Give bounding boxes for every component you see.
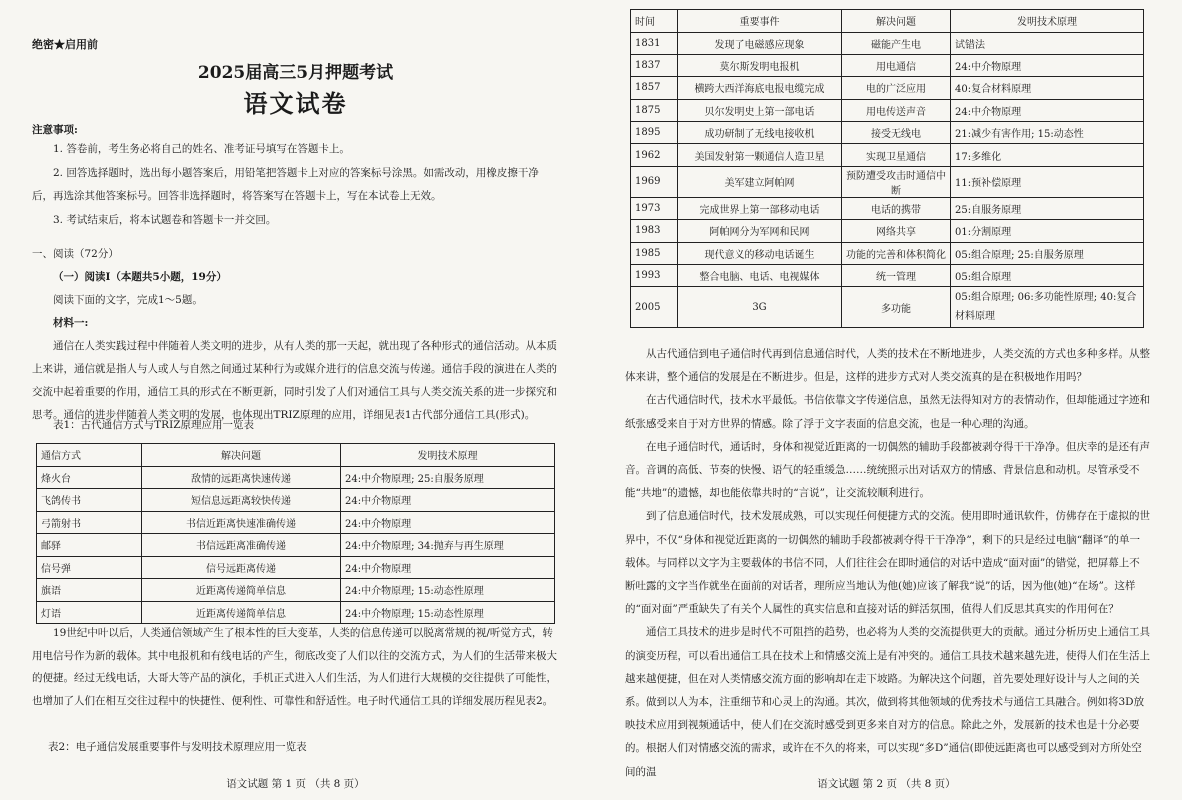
page-footer: 语文试题 第 2 页 （共 8 页） — [817, 778, 956, 790]
table-cell: 24:中介物原理; 25:自服务原理 — [341, 466, 555, 489]
table-cell: 1875 — [631, 99, 678, 121]
table-cell: 发现了电磁感应现象 — [678, 32, 842, 54]
table-cell: 25:自服务原理 — [951, 197, 1144, 219]
table-cell: 24:中介物原理; 15:动态性原理 — [341, 601, 555, 624]
section-title: 一、阅读（72分） — [32, 248, 119, 260]
table1-caption: 表1：古代通信方式与TRIZ原理应用一览表 — [53, 419, 255, 431]
table-cell: 贝尔发明史上第一部电话 — [678, 99, 842, 121]
table-cell: 书信近距离快速准确传递 — [142, 511, 341, 534]
table-cell: 网络共享 — [842, 220, 951, 242]
table-cell: 现代意义的移动电话诞生 — [678, 242, 842, 264]
table-cell: 1983 — [631, 220, 678, 242]
table-cell: 弓箭射书 — [37, 511, 142, 534]
table-cell: 1969 — [631, 166, 678, 197]
table-row — [37, 511, 555, 534]
table-header-cell: 通信方式 — [37, 444, 142, 467]
table-cell: 实现卫星通信 — [842, 144, 951, 166]
table-row — [631, 220, 1144, 242]
table-cell: 信号远距离传递 — [142, 556, 341, 579]
table-header-row — [631, 10, 1144, 33]
table-cell: 旗语 — [37, 579, 142, 602]
table-row — [631, 32, 1144, 54]
paragraph: 在电子通信时代，通话时，身体和视觉近距离的一切偶然的辅助手段都被剥夺得干干净净。但庆幸的是还有声音。音调的高低、节奏的快慢、语气的轻重缓急……统统照示出对话双方的情感、背景信息和动机。尽管承受不能“共地”的遗憾，却也能依靠共时的“言说”，让交流较顺利进行。 — [625, 440, 1150, 500]
table-row — [631, 122, 1144, 144]
table-cell: 24:中介物原理 — [951, 99, 1144, 121]
table-row — [631, 197, 1144, 219]
table-cell: 试错法 — [951, 32, 1144, 54]
notes-title: 注意事项: — [32, 124, 78, 136]
table-cell: 接受无线电 — [842, 122, 951, 144]
table-cell: 17:多维化 — [951, 144, 1144, 166]
table-row — [631, 144, 1144, 166]
table-cell: 24:中介物原理; 34:抛弃与再生原理 — [341, 534, 555, 557]
page2-body — [625, 343, 1150, 784]
table-cell: 近距离传递简单信息 — [142, 601, 341, 624]
subsection-title: （一）阅读Ⅰ（本题共5小题，19分） — [53, 271, 227, 283]
table-cell: 24:中介物原理 — [341, 489, 555, 512]
table-cell: 烽火台 — [37, 466, 142, 489]
paragraph: 在古代通信时代，技术水平最低。书信依靠文字传递信息，虽然无法得知对方的表情动作，但却能通过字迹和纸张感受来自于对方世界的情感。除了浮于文字表面的信息交流，也是一种心理的沟通。 — [625, 394, 1150, 430]
table-row — [631, 54, 1144, 76]
table-cell: 电话的携带 — [842, 197, 951, 219]
table-cell: 1831 — [631, 32, 678, 54]
page-footer: 语文试题 第 1 页 （共 8 页） — [226, 778, 365, 790]
table-cell: 美军建立阿帕网 — [678, 166, 842, 197]
table-row — [631, 99, 1144, 121]
table-row — [37, 534, 555, 557]
table-cell: 飞鸽传书 — [37, 489, 142, 512]
table-row — [37, 579, 555, 602]
table-cell: 莫尔斯发明电报机 — [678, 54, 842, 76]
paragraph: 通信工具技术的进步是时代不可阻挡的趋势，也必将为人类的交流提供更大的贡献。通过分析历史上通信工具的演变历程，可以看出通信工具在技术上和情感交流上是有冲突的。通信工具技术越来越先进，使得人们在生活上越来越便捷，但在对人类情感交流方面的影响却在走下坡路。为解决这个问题，首先要处理好设计与人之间的关系。做到以人为本，注重细节和心灵上的沟通。其次，做到将其他领域的优秀技术与通信工具融合。例如将3D放映技术应用到视频通话中，使人们在交流时感受到更多来自对方的信息。除此之外，发展新的技术也是十分必要的。根据人们对情感交流的需求，或许在不久的将来，可以实现“多D”通信(即使远距离也可以感受到对方所处空间的温 — [625, 626, 1150, 778]
table-cell: 11:预补偿原理 — [951, 166, 1144, 197]
table-cell: 邮驿 — [37, 534, 142, 557]
subject-title: 语文试卷 — [243, 89, 348, 118]
note-item: 3. 考试结束后，将本试题卷和答题卡一并交回。 — [53, 213, 277, 226]
table-cell: 05:组合原理; 06:多功能性原理; 40:复合材料原理 — [951, 287, 1144, 328]
table-cell: 40:复合材料原理 — [951, 77, 1144, 99]
table-cell: 1895 — [631, 122, 678, 144]
table-cell: 3G — [678, 287, 842, 328]
table-cell: 用电传送声音 — [842, 99, 951, 121]
table-row — [631, 287, 1144, 328]
table-cell: 电的广泛应用 — [842, 77, 951, 99]
table-cell: 用电通信 — [842, 54, 951, 76]
table-2 — [630, 9, 1144, 328]
table-cell: 统一管理 — [842, 265, 951, 287]
table-cell: 预防遭受攻击时通信中断 — [842, 166, 951, 197]
paragraph: 从古代通信到电子通信时代再到信息通信时代，人类的技术在不断地进步，人类交流的方式也多种多样。从整体来讲，整个通信的发展是在不断进步。但是，这样的进步方式对人类交流真的是在积极地作用吗？ — [625, 348, 1150, 384]
table-cell: 敌情的远距离快速传递 — [142, 466, 341, 489]
note-item: 2. 回答选择题时，选出每小题答案后，用铅笔把答题卡上对应的答案标号涂黑。如需改动，用橡皮擦干净后，再选涂其他答案标号。回答非选择题时，将答案写在答题卡上，写在本试卷上无效。 — [32, 166, 539, 202]
table-cell: 阿帕网分为军网和民网 — [678, 220, 842, 242]
table-cell: 美国发射第一颗通信人造卫星 — [678, 144, 842, 166]
table-header-cell: 重要事件 — [678, 10, 842, 33]
table-row — [631, 265, 1144, 287]
table-cell: 1985 — [631, 242, 678, 264]
table-cell: 2005 — [631, 287, 678, 328]
table-cell: 信号弹 — [37, 556, 142, 579]
exam-title: 2025届高三5月押题考试 — [197, 63, 394, 83]
table-cell: 短信息远距离较快传递 — [142, 489, 341, 512]
table-cell: 灯语 — [37, 601, 142, 624]
table-cell: 整合电脑、电话、电视媒体 — [678, 265, 842, 287]
table-header-cell: 时间 — [631, 10, 678, 33]
table-cell: 1962 — [631, 144, 678, 166]
note-item: 1. 答卷前，考生务必将自己的姓名、准考证号填写在答题卡上。 — [53, 143, 350, 155]
table-row — [37, 489, 555, 512]
table-row — [631, 77, 1144, 99]
table-cell: 完成世界上第一部移动电话 — [678, 197, 842, 219]
table-row — [37, 556, 555, 579]
table-cell: 近距离传递简单信息 — [142, 579, 341, 602]
table-cell: 功能的完善和体积简化 — [842, 242, 951, 264]
table-cell: 横跨大西洋海底电报电缆完成 — [678, 77, 842, 99]
table-cell: 24:中介物原理 — [341, 556, 555, 579]
table-header-cell: 发明技术原理 — [341, 444, 555, 467]
table-cell: 05:组合原理; 25:自服务原理 — [951, 242, 1144, 264]
table-header-row — [37, 444, 555, 467]
table-cell: 成功研制了无线电接收机 — [678, 122, 842, 144]
table-row — [631, 242, 1144, 264]
table-cell: 多功能 — [842, 287, 951, 328]
table-cell: 01:分割原理 — [951, 220, 1144, 242]
reading-section — [32, 243, 559, 427]
table-row — [631, 166, 1144, 197]
table-header-cell: 发明技术原理 — [951, 10, 1144, 33]
table-header-cell: 解决问题 — [842, 10, 951, 33]
table-cell: 24:中介物原理 — [951, 54, 1144, 76]
table-cell: 书信远距离准确传递 — [142, 534, 341, 557]
paragraph-1: 通信在人类实践过程中伴随着人类文明的进步，从有人类的那一天起，就出现了各种形式的通信活动。从本质上来讲，通信就是指人与人或人与自然之间通过某种行为或媒介进行的信息交流与传递。通信手段的演进在人类的交流中起着重要的作用，通信工具的形式在不断更新，同时引发了人们对通信工具与人类交流关系的进一步探究和思考。通信的进步伴随着人类文明的发展，也体现出TRIZ原理的应用，详细见表1古代部分通信工具(形式)。 — [32, 340, 557, 421]
table-cell: 24:中介物原理; 15:动态性原理 — [341, 579, 555, 602]
table-cell: 21:减少有害作用; 15:动态性 — [951, 122, 1144, 144]
table-row — [37, 601, 555, 624]
table2-caption: 表2：电子通信发展重要事件与发明技术原理应用一览表 — [48, 741, 307, 753]
table-cell: 1993 — [631, 265, 678, 287]
confidential-label: 绝密★启用前 — [32, 38, 98, 51]
material-title: 材料一: — [53, 317, 89, 329]
paragraph-2-block — [32, 622, 559, 712]
table-cell: 磁能产生电 — [842, 32, 951, 54]
table-cell: 24:中介物原理 — [341, 511, 555, 534]
paragraph: 到了信息通信时代，技术发展成熟，可以实现任何便捷方式的交流。使用即时通讯软件，仿佛存在于虚拟的世界中，不仅“身体和视觉近距离的一切偶然的辅助手段都被剥夺得干干净净”，剩下的只是经过电脑“翻译”的单一载体。与同样以文字为主要载体的书信不同，人们往往会在即时通信的对话中造成“面对面”的错觉，把屏幕上不断吐露的文字当作就坐在面前的对话者，理所应当地认为他(她)应该了解我“说”的话，因为他(她)“在场”。这样的“面对面”严重缺失了有关个人属性的真实信息和直接对话的鲜活氛围，值得人们反思其真实的作用何在？ — [625, 510, 1150, 616]
table-header-cell: 解决问题 — [142, 444, 341, 467]
table-cell: 1857 — [631, 77, 678, 99]
table-cell: 05:组合原理 — [951, 265, 1144, 287]
table-cell: 1973 — [631, 197, 678, 219]
table-cell: 1837 — [631, 54, 678, 76]
paragraph-2: 19世纪中叶以后，人类通信领域产生了根本性的巨大变革，人类的信息传递可以脱离常规的视/听觉方式，转用电信号作为新的载体。其中电报机和有线电话的产生，彻底改变了人们以往的交流方式，为人们的生活带来极大的便捷。经过无线电话，大哥大等产品的演化，手机正式进入人们生活，为人们进行大规模的交往提供了可能性，也增加了人们在相互交往过程中的快捷性、便利性、可靠性和舒适性。电子时代通信工具的详细发展历程见表2。 — [32, 627, 557, 707]
table-1 — [36, 443, 555, 624]
table-row — [37, 466, 555, 489]
notes-list — [32, 138, 559, 232]
instruction: 阅读下面的文字，完成1～5题。 — [53, 294, 203, 306]
